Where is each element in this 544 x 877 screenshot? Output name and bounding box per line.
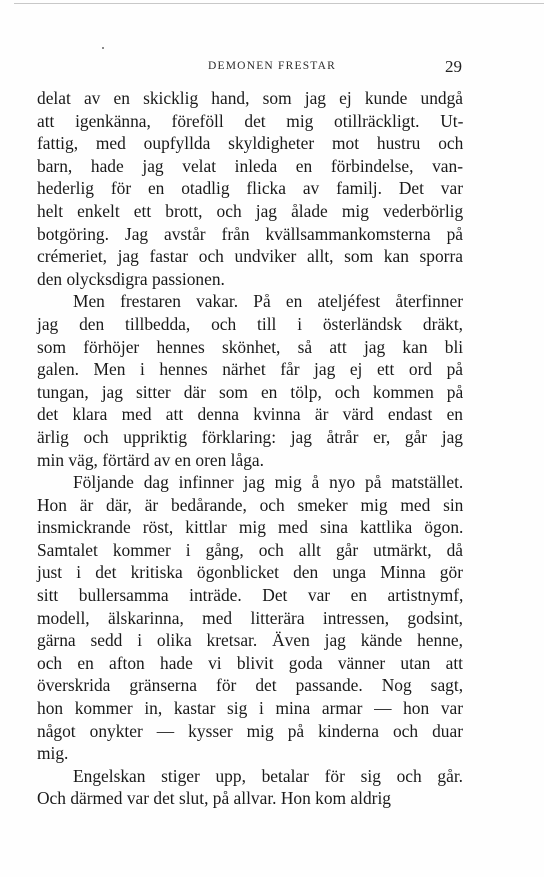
text-line: något onykter — kysser mig på kinderna och duar xyxy=(37,720,463,741)
page-top-edge xyxy=(14,3,544,4)
text-line: botgöring. Jag avstår från kvällsammankomsterna på xyxy=(37,223,463,244)
text-line: att igenkänna, föreföll det mig otillräckligt. Ut- xyxy=(37,110,464,131)
page-number: 29 xyxy=(445,57,462,76)
text-line: överskrida gränserna för det passande. Nog sagt, xyxy=(37,675,464,696)
paragraph xyxy=(37,87,463,290)
text-line: just i det kritiska ögonblicket den unga Minna gör xyxy=(37,562,463,583)
running-title: DEMONEN FRESTAR xyxy=(208,60,336,72)
text-line: tungan, jag sitter där som en tölp, och kommen på xyxy=(37,381,464,402)
text-line: min väg, förtärd av en oren låga. xyxy=(37,449,264,470)
text-line: gärna sedd i olika kretsar. Även jag kände henne, xyxy=(37,630,463,651)
text-line: Engelskan stiger upp, betalar för sig och går. xyxy=(73,765,463,786)
text-line: galen. Men i hennes närhet får jag ej ett ord på xyxy=(37,359,464,380)
paragraph xyxy=(37,471,463,765)
text-line: sitt bullersamma inträde. Det var en artistnymf, xyxy=(37,585,464,606)
print-speck xyxy=(102,47,104,49)
text-line: delat av en skicklig hand, som jag ej kunde undgå xyxy=(37,88,463,108)
text-line: och en afton hade vi blivit goda vänner utan att xyxy=(37,652,463,673)
text-line: jag den tillbedda, och till i österländsk dräkt, xyxy=(37,313,463,334)
text-line: helt enkelt ett brott, och jag ålade mig vederbörlig xyxy=(37,200,464,221)
text-line: som förhöjer hennes skönhet, så att jag kan bli xyxy=(37,336,464,357)
text-line: hederlig för en otadlig flicka av familj. Det var xyxy=(37,178,463,199)
text-line: fattig, med oupfyllda skyldigheter mot hustru och xyxy=(37,133,464,154)
text-line: modell, älskarinna, med litterära intressen, godsint, xyxy=(37,607,463,628)
text-line: ärlig och uppriktig förklaring: jag åtrår er, går jag xyxy=(37,426,463,447)
text-line: Samtalet kommer i gång, och allt går utmärkt, då xyxy=(37,539,463,560)
paragraph xyxy=(37,765,463,810)
body-text xyxy=(37,87,463,810)
text-line: Och därmed var det slut, på allvar. Hon kom aldrig xyxy=(37,788,391,809)
text-line: hon kommer in, kastar sig i mina armar — hon var xyxy=(37,698,464,719)
text-line: crémeriet, jag fastar och undviker allt, som kan sporra xyxy=(37,246,463,267)
text-line: Följande dag infinner jag mig å nyo på matstället. xyxy=(73,472,464,493)
text-line: Men frestaren vakar. På en ateljéfest återfinner xyxy=(73,291,463,312)
text-line: det klara med att denna kvinna är värd endast en xyxy=(37,404,463,425)
paragraph xyxy=(37,290,463,471)
text-line: mig. xyxy=(37,743,69,764)
text-line: den olycksdigra passionen. xyxy=(37,268,225,289)
text-line: insmickrande röst, kittlar mig med sina kattlika ögon. xyxy=(37,517,464,538)
text-line: barn, hade jag velat inleda en förbindelse, van- xyxy=(37,155,463,176)
text-line: Hon är där, är bedårande, och smeker mig med sin xyxy=(37,494,464,515)
